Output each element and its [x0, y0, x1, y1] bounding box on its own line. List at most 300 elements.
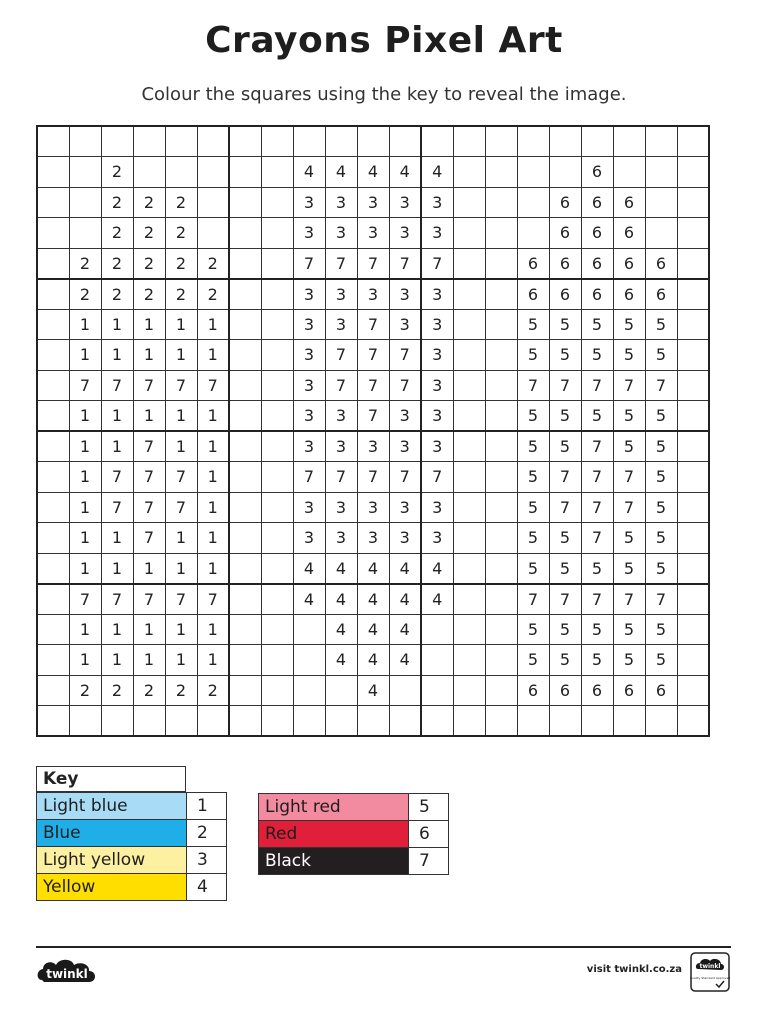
- grid-cell[interactable]: 7: [517, 584, 549, 615]
- grid-cell[interactable]: [645, 706, 677, 737]
- grid-cell[interactable]: [229, 645, 261, 676]
- grid-cell[interactable]: 1: [197, 523, 229, 554]
- grid-cell[interactable]: [229, 370, 261, 401]
- grid-cell[interactable]: 4: [421, 553, 453, 584]
- grid-cell[interactable]: [485, 401, 517, 432]
- grid-cell[interactable]: 2: [101, 187, 133, 218]
- grid-cell[interactable]: [229, 279, 261, 310]
- grid-cell[interactable]: [261, 279, 293, 310]
- grid-cell[interactable]: 1: [101, 431, 133, 462]
- grid-cell[interactable]: [389, 706, 421, 737]
- grid-cell[interactable]: [37, 523, 69, 554]
- grid-cell[interactable]: [37, 218, 69, 249]
- grid-cell[interactable]: 4: [325, 645, 357, 676]
- grid-cell[interactable]: [453, 614, 485, 645]
- grid-cell[interactable]: 3: [421, 370, 453, 401]
- grid-cell[interactable]: 7: [581, 370, 613, 401]
- grid-cell[interactable]: 7: [357, 340, 389, 371]
- grid-cell[interactable]: 2: [197, 279, 229, 310]
- grid-cell[interactable]: 4: [357, 614, 389, 645]
- grid-cell[interactable]: 3: [325, 523, 357, 554]
- grid-cell[interactable]: 1: [165, 340, 197, 371]
- grid-cell[interactable]: [37, 401, 69, 432]
- grid-cell[interactable]: [229, 431, 261, 462]
- grid-cell[interactable]: 5: [549, 431, 581, 462]
- grid-cell[interactable]: 1: [197, 431, 229, 462]
- grid-cell[interactable]: 3: [293, 492, 325, 523]
- grid-cell[interactable]: [453, 279, 485, 310]
- grid-cell[interactable]: 7: [133, 370, 165, 401]
- grid-cell[interactable]: 1: [197, 645, 229, 676]
- grid-cell[interactable]: 6: [613, 187, 645, 218]
- grid-cell[interactable]: 6: [517, 675, 549, 706]
- grid-cell[interactable]: 1: [165, 523, 197, 554]
- grid-cell[interactable]: 2: [69, 675, 101, 706]
- grid-cell[interactable]: 5: [517, 431, 549, 462]
- grid-cell[interactable]: [677, 187, 709, 218]
- grid-cell[interactable]: 3: [357, 187, 389, 218]
- grid-cell[interactable]: 2: [165, 187, 197, 218]
- grid-cell[interactable]: 6: [613, 279, 645, 310]
- grid-cell[interactable]: 5: [581, 645, 613, 676]
- grid-cell[interactable]: 2: [133, 218, 165, 249]
- grid-cell[interactable]: 7: [197, 584, 229, 615]
- grid-cell[interactable]: 7: [165, 370, 197, 401]
- grid-cell[interactable]: 3: [357, 492, 389, 523]
- grid-cell[interactable]: 6: [581, 248, 613, 279]
- grid-cell[interactable]: 7: [357, 309, 389, 340]
- grid-cell[interactable]: [549, 126, 581, 157]
- grid-cell[interactable]: [261, 614, 293, 645]
- grid-cell[interactable]: [645, 218, 677, 249]
- grid-cell[interactable]: 1: [69, 645, 101, 676]
- grid-cell[interactable]: 6: [645, 675, 677, 706]
- grid-cell[interactable]: 3: [357, 279, 389, 310]
- grid-cell[interactable]: 4: [325, 584, 357, 615]
- grid-cell[interactable]: [485, 462, 517, 493]
- grid-cell[interactable]: 1: [165, 431, 197, 462]
- grid-cell[interactable]: 6: [613, 248, 645, 279]
- grid-cell[interactable]: [613, 706, 645, 737]
- grid-cell[interactable]: 3: [389, 523, 421, 554]
- grid-cell[interactable]: [133, 706, 165, 737]
- grid-cell[interactable]: 6: [645, 279, 677, 310]
- grid-cell[interactable]: [37, 279, 69, 310]
- grid-cell[interactable]: 1: [101, 401, 133, 432]
- grid-cell[interactable]: 7: [101, 370, 133, 401]
- grid-cell[interactable]: 1: [101, 309, 133, 340]
- grid-cell[interactable]: [485, 706, 517, 737]
- grid-cell[interactable]: 3: [389, 492, 421, 523]
- grid-cell[interactable]: [37, 645, 69, 676]
- grid-cell[interactable]: [421, 645, 453, 676]
- grid-cell[interactable]: 7: [293, 462, 325, 493]
- grid-cell[interactable]: 7: [581, 584, 613, 615]
- grid-cell[interactable]: 6: [549, 248, 581, 279]
- grid-cell[interactable]: [261, 187, 293, 218]
- grid-cell[interactable]: [453, 126, 485, 157]
- grid-cell[interactable]: 6: [549, 279, 581, 310]
- grid-cell[interactable]: 7: [581, 523, 613, 554]
- grid-cell[interactable]: 2: [101, 675, 133, 706]
- grid-cell[interactable]: [453, 370, 485, 401]
- grid-cell[interactable]: 7: [613, 462, 645, 493]
- grid-cell[interactable]: 7: [357, 248, 389, 279]
- grid-cell[interactable]: [645, 187, 677, 218]
- grid-cell[interactable]: [229, 553, 261, 584]
- grid-cell[interactable]: 5: [645, 614, 677, 645]
- grid-cell[interactable]: 3: [293, 523, 325, 554]
- grid-cell[interactable]: 6: [645, 248, 677, 279]
- grid-cell[interactable]: 3: [389, 401, 421, 432]
- grid-cell[interactable]: 7: [357, 370, 389, 401]
- grid-cell[interactable]: 3: [421, 431, 453, 462]
- grid-cell[interactable]: 3: [389, 218, 421, 249]
- grid-cell[interactable]: [677, 157, 709, 188]
- grid-cell[interactable]: 7: [645, 370, 677, 401]
- grid-cell[interactable]: [677, 553, 709, 584]
- grid-cell[interactable]: 3: [421, 492, 453, 523]
- grid-cell[interactable]: 5: [549, 340, 581, 371]
- grid-cell[interactable]: [229, 584, 261, 615]
- grid-cell[interactable]: 5: [517, 492, 549, 523]
- grid-cell[interactable]: 4: [421, 584, 453, 615]
- grid-cell[interactable]: 6: [613, 675, 645, 706]
- grid-cell[interactable]: [613, 126, 645, 157]
- grid-cell[interactable]: [421, 126, 453, 157]
- grid-cell[interactable]: 7: [549, 462, 581, 493]
- grid-cell[interactable]: 4: [389, 645, 421, 676]
- grid-cell[interactable]: 3: [389, 279, 421, 310]
- grid-cell[interactable]: 7: [69, 370, 101, 401]
- grid-cell[interactable]: 5: [613, 553, 645, 584]
- grid-cell[interactable]: [677, 309, 709, 340]
- grid-cell[interactable]: 7: [549, 584, 581, 615]
- grid-cell[interactable]: [453, 187, 485, 218]
- grid-cell[interactable]: 2: [165, 248, 197, 279]
- grid-cell[interactable]: [453, 492, 485, 523]
- grid-cell[interactable]: [261, 218, 293, 249]
- grid-cell[interactable]: [261, 340, 293, 371]
- grid-cell[interactable]: 5: [549, 523, 581, 554]
- grid-cell[interactable]: [389, 675, 421, 706]
- grid-cell[interactable]: [517, 218, 549, 249]
- grid-cell[interactable]: 7: [101, 584, 133, 615]
- grid-cell[interactable]: [69, 187, 101, 218]
- grid-cell[interactable]: 7: [581, 492, 613, 523]
- grid-cell[interactable]: 3: [325, 187, 357, 218]
- grid-cell[interactable]: 2: [165, 218, 197, 249]
- grid-cell[interactable]: [485, 218, 517, 249]
- grid-cell[interactable]: 3: [325, 279, 357, 310]
- grid-cell[interactable]: 2: [197, 248, 229, 279]
- grid-cell[interactable]: [485, 370, 517, 401]
- grid-cell[interactable]: 1: [197, 401, 229, 432]
- grid-cell[interactable]: 5: [645, 523, 677, 554]
- grid-cell[interactable]: 5: [581, 309, 613, 340]
- grid-cell[interactable]: 7: [389, 340, 421, 371]
- grid-cell[interactable]: 7: [549, 370, 581, 401]
- grid-cell[interactable]: [325, 675, 357, 706]
- grid-cell[interactable]: [453, 309, 485, 340]
- grid-cell[interactable]: [37, 248, 69, 279]
- grid-cell[interactable]: [261, 309, 293, 340]
- grid-cell[interactable]: [485, 492, 517, 523]
- grid-cell[interactable]: 3: [325, 309, 357, 340]
- grid-cell[interactable]: [581, 126, 613, 157]
- grid-cell[interactable]: [261, 462, 293, 493]
- grid-cell[interactable]: [677, 431, 709, 462]
- grid-cell[interactable]: 1: [69, 340, 101, 371]
- grid-cell[interactable]: 5: [517, 309, 549, 340]
- grid-cell[interactable]: 6: [549, 187, 581, 218]
- grid-cell[interactable]: [261, 553, 293, 584]
- grid-cell[interactable]: 6: [581, 157, 613, 188]
- grid-cell[interactable]: 4: [293, 157, 325, 188]
- grid-cell[interactable]: [261, 584, 293, 615]
- grid-cell[interactable]: 3: [293, 309, 325, 340]
- grid-cell[interactable]: 5: [517, 645, 549, 676]
- grid-cell[interactable]: [197, 126, 229, 157]
- grid-cell[interactable]: 4: [389, 553, 421, 584]
- grid-cell[interactable]: 5: [581, 553, 613, 584]
- grid-cell[interactable]: 7: [165, 462, 197, 493]
- grid-cell[interactable]: [37, 340, 69, 371]
- grid-cell[interactable]: [37, 553, 69, 584]
- grid-cell[interactable]: 2: [133, 675, 165, 706]
- grid-cell[interactable]: [197, 706, 229, 737]
- grid-cell[interactable]: 1: [101, 523, 133, 554]
- grid-cell[interactable]: [37, 370, 69, 401]
- grid-cell[interactable]: [229, 126, 261, 157]
- grid-cell[interactable]: [421, 614, 453, 645]
- grid-cell[interactable]: 2: [133, 279, 165, 310]
- grid-cell[interactable]: 1: [133, 309, 165, 340]
- grid-cell[interactable]: [677, 462, 709, 493]
- grid-cell[interactable]: [261, 645, 293, 676]
- grid-cell[interactable]: 5: [549, 553, 581, 584]
- grid-cell[interactable]: [677, 675, 709, 706]
- grid-cell[interactable]: [37, 157, 69, 188]
- grid-cell[interactable]: [37, 614, 69, 645]
- grid-cell[interactable]: 6: [549, 675, 581, 706]
- grid-cell[interactable]: 1: [165, 401, 197, 432]
- grid-cell[interactable]: [485, 248, 517, 279]
- grid-cell[interactable]: [293, 126, 325, 157]
- grid-cell[interactable]: [485, 523, 517, 554]
- grid-cell[interactable]: [261, 492, 293, 523]
- grid-cell[interactable]: 3: [293, 187, 325, 218]
- grid-cell[interactable]: 3: [293, 340, 325, 371]
- grid-cell[interactable]: [229, 248, 261, 279]
- grid-cell[interactable]: 7: [69, 584, 101, 615]
- grid-cell[interactable]: 5: [581, 614, 613, 645]
- visit-link[interactable]: visit twinkl.co.za: [586, 964, 682, 975]
- grid-cell[interactable]: 7: [325, 370, 357, 401]
- grid-cell[interactable]: [677, 584, 709, 615]
- grid-cell[interactable]: 7: [389, 370, 421, 401]
- grid-cell[interactable]: [453, 706, 485, 737]
- grid-cell[interactable]: 5: [613, 614, 645, 645]
- grid-cell[interactable]: [133, 157, 165, 188]
- grid-cell[interactable]: 5: [581, 340, 613, 371]
- grid-cell[interactable]: 3: [325, 218, 357, 249]
- grid-cell[interactable]: 2: [133, 248, 165, 279]
- grid-cell[interactable]: 7: [421, 248, 453, 279]
- grid-cell[interactable]: 7: [133, 492, 165, 523]
- grid-cell[interactable]: 3: [293, 279, 325, 310]
- grid-cell[interactable]: [453, 462, 485, 493]
- grid-cell[interactable]: 3: [389, 431, 421, 462]
- grid-cell[interactable]: [229, 401, 261, 432]
- grid-cell[interactable]: 5: [549, 309, 581, 340]
- grid-cell[interactable]: 3: [293, 401, 325, 432]
- grid-cell[interactable]: [677, 492, 709, 523]
- grid-cell[interactable]: 7: [101, 462, 133, 493]
- grid-cell[interactable]: [485, 614, 517, 645]
- grid-cell[interactable]: [677, 218, 709, 249]
- grid-cell[interactable]: [677, 614, 709, 645]
- grid-cell[interactable]: 3: [293, 218, 325, 249]
- grid-cell[interactable]: 5: [645, 340, 677, 371]
- grid-cell[interactable]: 1: [69, 614, 101, 645]
- grid-cell[interactable]: [37, 584, 69, 615]
- grid-cell[interactable]: 6: [517, 279, 549, 310]
- grid-cell[interactable]: 7: [357, 401, 389, 432]
- grid-cell[interactable]: [165, 157, 197, 188]
- grid-cell[interactable]: 2: [101, 248, 133, 279]
- grid-cell[interactable]: [485, 675, 517, 706]
- grid-cell[interactable]: [485, 157, 517, 188]
- grid-cell[interactable]: 6: [613, 218, 645, 249]
- grid-cell[interactable]: 4: [325, 157, 357, 188]
- grid-cell[interactable]: 3: [421, 187, 453, 218]
- grid-cell[interactable]: 1: [165, 309, 197, 340]
- grid-cell[interactable]: 5: [517, 340, 549, 371]
- grid-cell[interactable]: 5: [613, 645, 645, 676]
- grid-cell[interactable]: [293, 645, 325, 676]
- grid-cell[interactable]: [229, 218, 261, 249]
- grid-cell[interactable]: 4: [293, 553, 325, 584]
- grid-cell[interactable]: 1: [165, 645, 197, 676]
- grid-cell[interactable]: [517, 187, 549, 218]
- grid-cell[interactable]: [645, 157, 677, 188]
- grid-cell[interactable]: [37, 706, 69, 737]
- grid-cell[interactable]: 7: [133, 462, 165, 493]
- grid-cell[interactable]: [677, 401, 709, 432]
- grid-cell[interactable]: 7: [645, 584, 677, 615]
- grid-cell[interactable]: 3: [389, 309, 421, 340]
- grid-cell[interactable]: [453, 523, 485, 554]
- grid-cell[interactable]: [197, 157, 229, 188]
- grid-cell[interactable]: [229, 523, 261, 554]
- grid-cell[interactable]: 7: [325, 340, 357, 371]
- grid-cell[interactable]: [229, 157, 261, 188]
- grid-cell[interactable]: 7: [197, 370, 229, 401]
- grid-cell[interactable]: [453, 675, 485, 706]
- grid-cell[interactable]: [261, 431, 293, 462]
- grid-cell[interactable]: 3: [421, 523, 453, 554]
- grid-cell[interactable]: 7: [421, 462, 453, 493]
- grid-cell[interactable]: 1: [197, 553, 229, 584]
- grid-cell[interactable]: 3: [389, 187, 421, 218]
- grid-cell[interactable]: 3: [293, 370, 325, 401]
- grid-cell[interactable]: [485, 431, 517, 462]
- grid-cell[interactable]: 7: [581, 431, 613, 462]
- grid-cell[interactable]: 3: [357, 218, 389, 249]
- grid-cell[interactable]: 1: [101, 645, 133, 676]
- grid-cell[interactable]: [485, 187, 517, 218]
- grid-cell[interactable]: 5: [581, 401, 613, 432]
- grid-cell[interactable]: 1: [69, 462, 101, 493]
- grid-cell[interactable]: 1: [197, 309, 229, 340]
- grid-cell[interactable]: [485, 645, 517, 676]
- grid-cell[interactable]: 4: [325, 614, 357, 645]
- grid-cell[interactable]: 1: [133, 340, 165, 371]
- grid-cell[interactable]: 5: [645, 309, 677, 340]
- grid-cell[interactable]: [453, 157, 485, 188]
- grid-cell[interactable]: 2: [101, 157, 133, 188]
- grid-cell[interactable]: [357, 706, 389, 737]
- grid-cell[interactable]: 3: [421, 279, 453, 310]
- grid-cell[interactable]: 3: [293, 431, 325, 462]
- grid-cell[interactable]: [293, 614, 325, 645]
- grid-cell[interactable]: 4: [421, 157, 453, 188]
- grid-cell[interactable]: 1: [133, 614, 165, 645]
- grid-cell[interactable]: [69, 218, 101, 249]
- grid-cell[interactable]: [197, 187, 229, 218]
- grid-cell[interactable]: 1: [165, 614, 197, 645]
- grid-cell[interactable]: [677, 279, 709, 310]
- grid-cell[interactable]: [229, 675, 261, 706]
- grid-cell[interactable]: 3: [421, 218, 453, 249]
- grid-cell[interactable]: 1: [197, 614, 229, 645]
- grid-cell[interactable]: [677, 645, 709, 676]
- grid-cell[interactable]: 4: [357, 584, 389, 615]
- grid-cell[interactable]: [101, 126, 133, 157]
- grid-cell[interactable]: 1: [197, 492, 229, 523]
- grid-cell[interactable]: [37, 126, 69, 157]
- grid-cell[interactable]: 1: [69, 492, 101, 523]
- grid-cell[interactable]: 5: [645, 462, 677, 493]
- grid-cell[interactable]: [453, 584, 485, 615]
- grid-cell[interactable]: 1: [197, 340, 229, 371]
- grid-cell[interactable]: [165, 706, 197, 737]
- grid-cell[interactable]: [325, 706, 357, 737]
- grid-cell[interactable]: 1: [101, 340, 133, 371]
- grid-cell[interactable]: [421, 706, 453, 737]
- grid-cell[interactable]: 3: [325, 492, 357, 523]
- grid-cell[interactable]: [453, 401, 485, 432]
- grid-cell[interactable]: 3: [357, 431, 389, 462]
- grid-cell[interactable]: 5: [549, 645, 581, 676]
- grid-cell[interactable]: [165, 126, 197, 157]
- grid-cell[interactable]: 7: [325, 248, 357, 279]
- grid-cell[interactable]: 7: [613, 370, 645, 401]
- grid-cell[interactable]: 4: [357, 157, 389, 188]
- grid-cell[interactable]: [37, 431, 69, 462]
- grid-cell[interactable]: 5: [549, 614, 581, 645]
- grid-cell[interactable]: [677, 340, 709, 371]
- grid-cell[interactable]: [261, 157, 293, 188]
- grid-cell[interactable]: 1: [197, 462, 229, 493]
- grid-cell[interactable]: 3: [325, 401, 357, 432]
- grid-cell[interactable]: 7: [325, 462, 357, 493]
- grid-cell[interactable]: 4: [389, 614, 421, 645]
- grid-cell[interactable]: 6: [581, 218, 613, 249]
- grid-cell[interactable]: [517, 706, 549, 737]
- grid-cell[interactable]: 7: [613, 584, 645, 615]
